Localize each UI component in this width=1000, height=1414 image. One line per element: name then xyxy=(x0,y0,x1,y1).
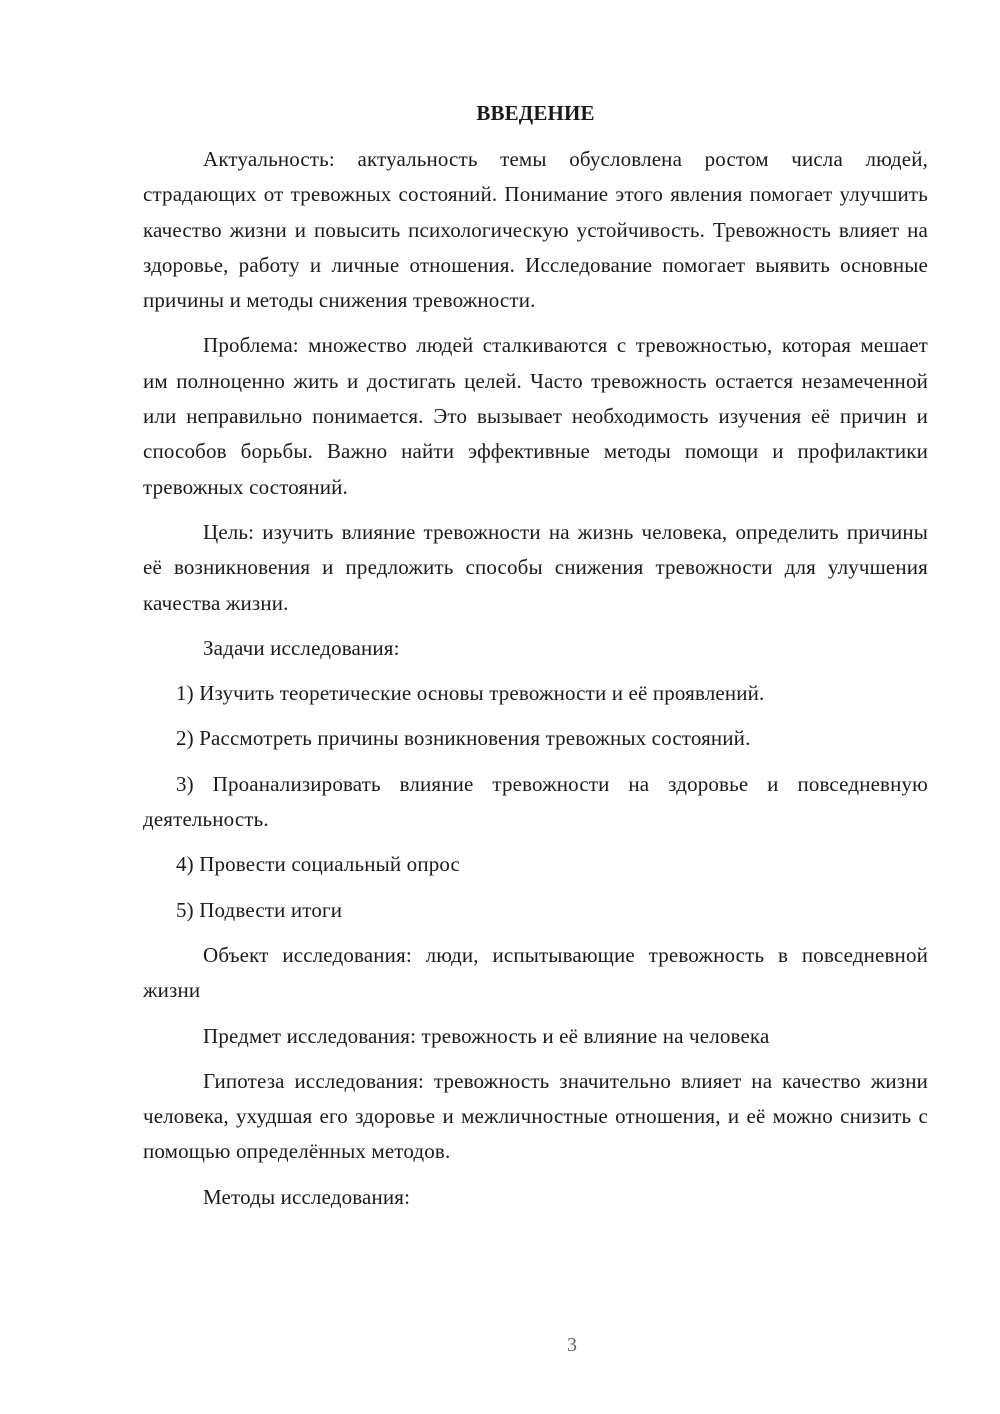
task-item-2: 2) Рассмотреть причины возникновения тревожных состояний. xyxy=(176,726,751,751)
paragraph-goal: Цель: изучить влияние тревожности на жизнь человека, определить причины её возникновения и предложить способы снижения тревожности для улучшения качества жизни. xyxy=(143,519,928,615)
task-item-4: 4) Провести социальный опрос xyxy=(176,852,461,877)
task-item-1: 1) Изучить теоретические основы тревожности и её проявлений. xyxy=(176,681,765,706)
paragraph-hypothesis: Гипотеза исследования: тревожность значительно влияет на качество жизни человека, ухудшая его здоровье и межличностные отношения, и её можно снизить с помощью определённых методов. xyxy=(143,1068,928,1164)
task-item-5: 5) Подвести итоги xyxy=(176,897,343,922)
document-body xyxy=(143,96,928,1225)
page-number: 3 xyxy=(567,1334,577,1356)
paragraph-problem: Проблема: множество людей сталкиваются с тревожностью, которая мешает им полноценно жить и достигать целей. Часто тревожность остается незамеченной или неправильно понимается. Это вызывает необходимость изучения её причин и способов борьбы. Важно найти эффективные методы помощи и профилактики тревожных состояний. xyxy=(143,333,928,499)
paragraph-tasks-title: Задачи исследования: xyxy=(203,635,400,660)
paragraph-relevance: Актуальность: актуальность темы обусловлена ростом числа людей, страдающих от тревожных состояний. Понимание этого явления помогает улучшить качество жизни и повысить психологическую устойчивость. Тревожность влияет на здоровье, работу и личные отношения. Исследование помогает выявить основные причины и методы снижения тревожности. xyxy=(143,147,928,313)
paragraph-object: Объект исследования: люди, испытывающие тревожность в повседневной жизни xyxy=(143,942,928,1003)
paragraph-methods: Методы исследования: xyxy=(203,1184,411,1209)
paragraph-subject: Предмет исследования: тревожность и её влияние на человека xyxy=(203,1023,770,1048)
task-item-3: 3) Проанализировать влияние тревожности на здоровье и повседневную деятельность. xyxy=(143,771,928,832)
section-heading: ВВЕДЕНИЕ xyxy=(476,101,595,125)
